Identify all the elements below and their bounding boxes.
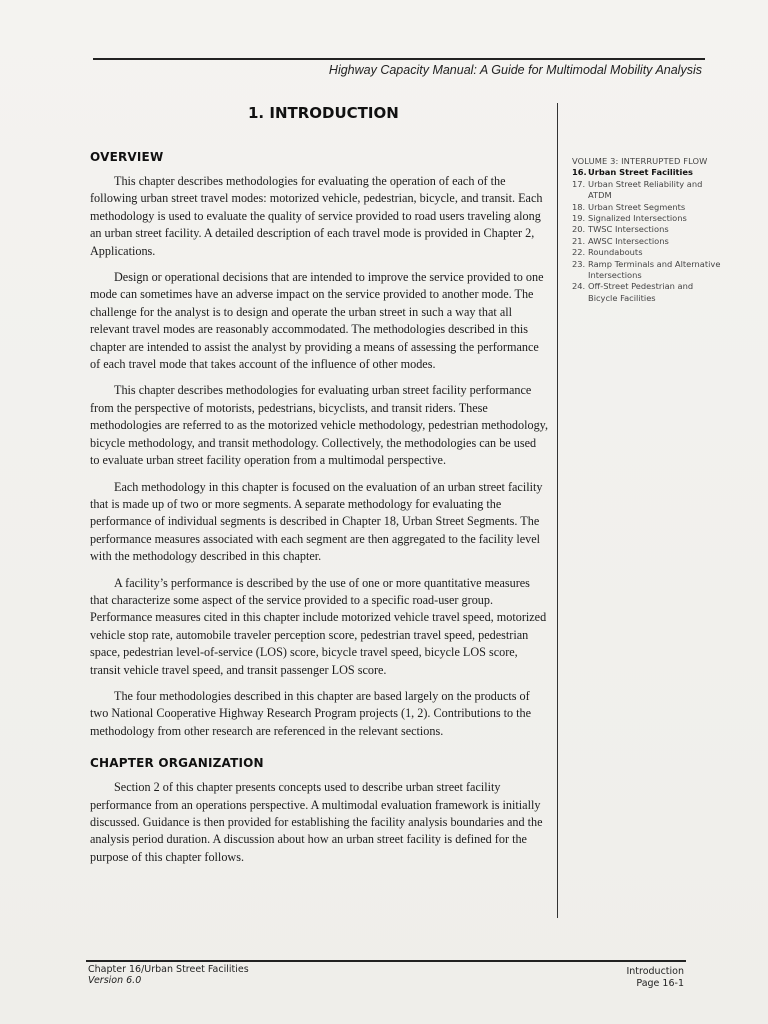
sidebar-item-label: Off-Street Pedestrian and Bicycle Facilities [588, 281, 694, 303]
footer-right [626, 966, 684, 990]
sidebar-item-20 [572, 224, 722, 235]
volume-contents-sidebar [572, 156, 722, 304]
sidebar-item-17 [572, 179, 722, 202]
footer-version: Version 6.0 [88, 975, 142, 986]
sidebar-item-label: Urban Street Segments [588, 201, 686, 212]
sidebar-item-label: Urban Street Reliability and ATDM [588, 178, 703, 201]
sidebar-item-number: 16. [572, 167, 587, 178]
main-text-column [90, 150, 548, 875]
sidebar-item-18 [572, 202, 722, 213]
sidebar-item-number: 19. [572, 213, 586, 224]
sidebar-item-number: 21. [572, 235, 586, 246]
sidebar-item-number: 22. [572, 247, 586, 258]
sidebar-item-22 [572, 247, 722, 258]
overview-paragraph-2: Design or operational decisions that are intended to improve the service provided to one mode can sometimes have an adverse impact on the service provided to another mode. The challenge for the analyst is to design and operate the urban street in such a way that all relevant travel modes are reasonably accommodated. The methodologies described in this chapter are intended to assist the analyst by providing a means of assessing the performance of each travel mode that takes account of the influence of other modes. [90, 270, 544, 372]
footer-chapter: Chapter 16/Urban Street Facilities [88, 964, 249, 975]
sidebar-item-24 [572, 281, 722, 304]
sidebar-volume-title: VOLUME 3: INTERRUPTED FLOW [572, 156, 708, 166]
footer-section: Introduction [626, 966, 684, 977]
sidebar-divider [557, 103, 558, 918]
header-rule [93, 58, 705, 60]
overview-paragraph-6: The four methodologies described in this chapter are based largely on the products of two National Cooperative Highway Research Program projects (1, 2). Contributions to the methodology from other research are referenced in the relevant sections. [90, 688, 532, 738]
sidebar-item-number: 24. [572, 281, 586, 292]
overview-paragraph-5: A facility’s performance is described by the use of one or more quantitative measures that characterize some aspect of the service provided to a specific road-user group. Performance measures cited in this chapter include motorized vehicle travel speed, motorized vehicle stop rate, automobile traveler perception score, pedestrian travel speed, pedestrian space, pedestrian level-of-service (LOS) score, bicycle travel speed, bicycle LOS score, transit vehicle travel speed, and transit passenger LOS score. [90, 575, 547, 677]
overview-paragraph-1: This chapter describes methodologies for evaluating the operation of each of the following urban street travel modes: motorized vehicle, pedestrian, bicycle, and transit. Each methodology is used to evaluate the quality of service provided to road users traveling along an urban street facility. A detailed description of each travel mode is provided in Chapter 2, Applications. [90, 174, 543, 258]
sidebar-item-label: TWSC Intersections [588, 224, 669, 235]
sidebar-item-19 [572, 213, 722, 224]
overview-paragraph-4: Each methodology in this chapter is focused on the evaluation of an urban street facility that is made up of two or more segments. A separate methodology for evaluating the performance of individual segments is described in Chapter 18, Urban Street Segments. The performance measures associated with each segment are then aggregated to the facility level with the methodology described in this chapter. [90, 479, 543, 564]
footer-left [88, 964, 249, 986]
sidebar-item-number: 23. [572, 258, 586, 269]
sidebar-item-number: 20. [572, 224, 586, 235]
chapter-title: 1. INTRODUCTION [248, 104, 399, 122]
footer-page-number: Page 16-1 [636, 978, 684, 989]
overview-paragraph-3: This chapter describes methodologies for evaluating urban street facility performance from the perspective of motorists, pedestrians, bicyclists, and transit riders. These methodologies are referred to as the motorized vehicle methodology, pedestrian methodology, bicycle methodology, and transit methodology. Collectively, the methodologies can be used to evaluate urban street facility operation from a multimodal perspective. [90, 383, 549, 468]
running-head: Highway Capacity Manual: A Guide for Multimodal Mobility Analysis [328, 63, 702, 77]
sidebar-item-21 [572, 236, 722, 247]
chapter-organization-heading: CHAPTER ORGANIZATION [90, 756, 264, 771]
sidebar-item-label: Signalized Intersections [588, 213, 687, 224]
sidebar-item-number: 18. [572, 201, 586, 212]
chapter-organization-paragraph-1: Section 2 of this chapter presents concepts used to describe urban street facility performance from an operations perspective. A multimodal evaluation framework is initially discussed. Guidance is then provided for establishing the facility analysis boundaries and the analysis period duration. A discussion about how an urban street facility is defined for the purpose of this chapter follows. [90, 780, 543, 864]
sidebar-item-label: Roundabouts [588, 247, 643, 258]
sidebar-item-number: 17. [572, 178, 586, 189]
sidebar-item-23 [572, 259, 722, 282]
sidebar-item-label: Ramp Terminals and Alternative Intersections [588, 258, 721, 281]
footer-rule [86, 960, 686, 962]
sidebar-item-16 [572, 167, 722, 178]
sidebar-item-label: AWSC Intersections [588, 235, 669, 246]
sidebar-item-label: Urban Street Facilities [588, 167, 693, 178]
overview-heading: OVERVIEW [90, 150, 164, 164]
